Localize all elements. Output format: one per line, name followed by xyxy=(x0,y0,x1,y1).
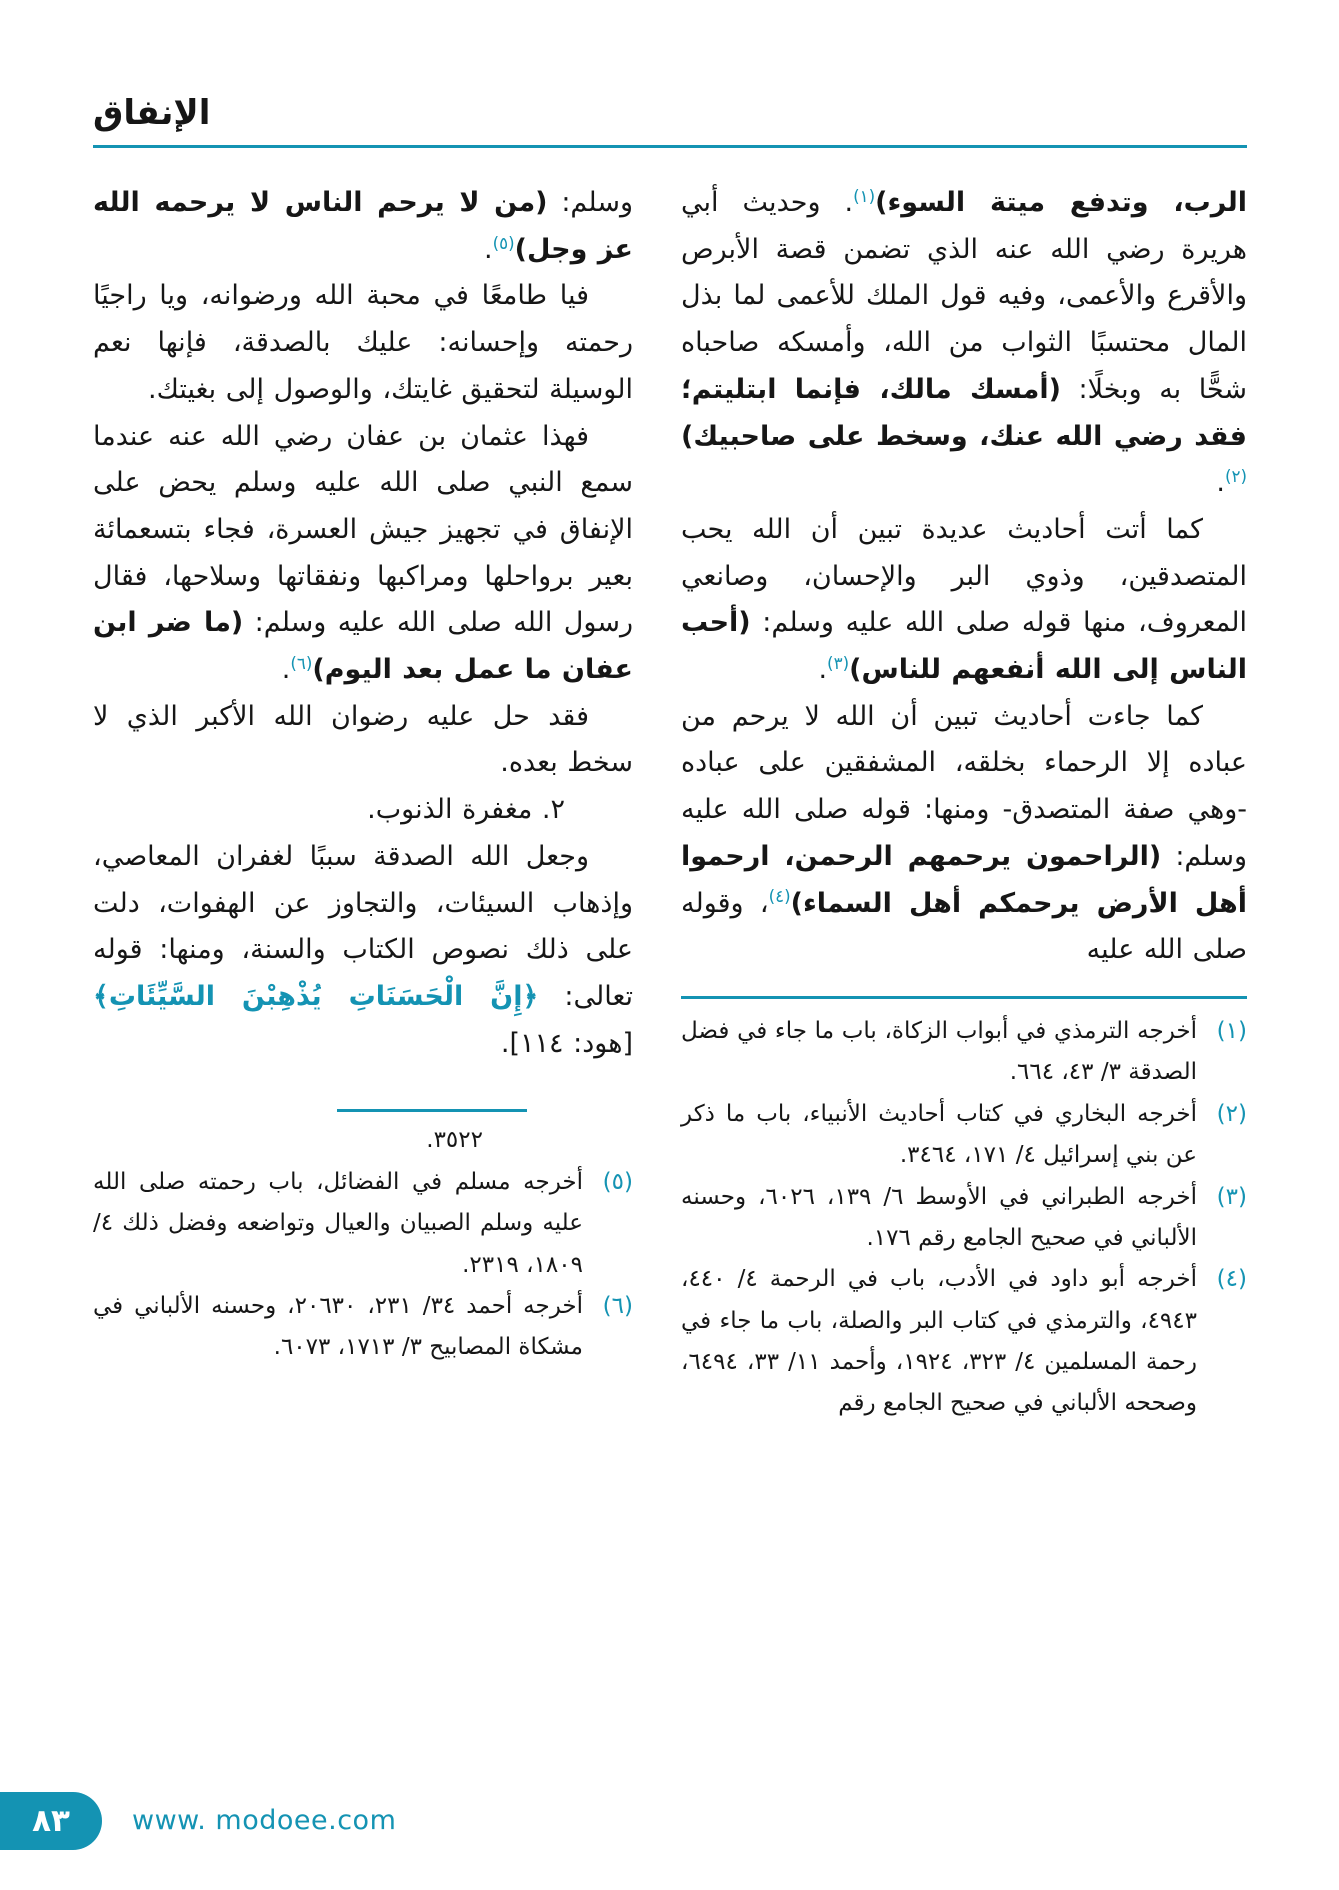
footnote-number: (٢) xyxy=(1216,1100,1247,1127)
footnote-text: أخرجه أحمد ٣٤/ ٢٣١، ٢٠٦٣٠، وحسنه الألباني في مشكاة المصابيح ٣/ ١٧١٣، ٦٠٧٣. xyxy=(93,1292,584,1361)
hadith-quote: (الراحمون يرحمهم الرحمن، ارحموا أهل الأرض يرحمكم أهل السماء) xyxy=(681,840,1247,919)
hadith-quote: (من لا يرحم الناس لا يرحمه الله عز وجل) xyxy=(93,187,633,265)
text-run: فقد حل عليه رضوان الله الأكبر الذي لا سخط بعده. xyxy=(93,700,633,779)
text-run: ٢. مغفرة الذنوب. xyxy=(367,794,565,826)
text-run: ، وقوله صلى الله عليه xyxy=(681,887,1247,966)
text-run: . xyxy=(484,233,493,265)
footnotes-right xyxy=(681,1011,1247,1425)
footnote-text: أخرجه مسلم في الفضائل، باب رحمته صلى الله عليه وسلم الصبيان والعيال وتواضعه وفضل ذلك ٤/ ١٨٠٩، ٢٣١٩. xyxy=(93,1168,583,1278)
footnote-text: أخرجه البخاري في كتاب أحاديث الأنبياء، باب ما ذكر عن بني إسرائيل ٤/ ١٧١، ٣٤٦٤. xyxy=(681,1100,1197,1169)
hadith-quote: (أمسك مالك، فإنما ابتليتم؛ فقد رضي الله عنك، وسخط على صاحبيك) xyxy=(681,373,1247,452)
text-run: . xyxy=(818,654,828,686)
body-paragraph xyxy=(93,414,633,694)
website-text: www. modoee.com xyxy=(132,1805,397,1836)
footnote xyxy=(681,1011,1247,1094)
footnote-text: أخرجه أبو داود في الأدب، باب في الرحمة ٤/ ٤٤٠، ٤٩٤٣، والترمذي في كتاب البر والصلة، باب ما جاء في رحمة المسلمين ٤/ ٣٢٣، ١٩٢٤، وأحمد ١١/ ٣٣، ٦٤٩٤، وصححه الألباني في صحيح الجامع رقم xyxy=(681,1266,1197,1417)
column-left xyxy=(93,180,633,1369)
footnote-ref: (٢) xyxy=(1224,466,1247,487)
footnote-number: (٦) xyxy=(602,1292,633,1319)
text-run: وجعل الله الصدقة سببًا لغفران المعاصي، وإذهاب السيئات، والتجاوز عن الهفوات، دلت على ذلك نصوص الكتاب والسنة، ومنها: قوله تعالى: xyxy=(93,840,633,1012)
footnote xyxy=(681,1094,1247,1177)
footnote-text: أخرجه الطبراني في الأوسط ٦/ ١٣٩، ٦٠٢٦، وحسنه الألباني في صحيح الجامع رقم ١٧٦. xyxy=(681,1183,1197,1251)
text-run: . xyxy=(281,654,291,686)
body-paragraph xyxy=(93,834,633,1068)
text-run: وسلم: xyxy=(547,187,633,218)
footnote-ref: (٦) xyxy=(290,652,313,673)
footnote-number: (٥) xyxy=(602,1168,633,1195)
hadith-quote: (ما ضر ابن عفان ما عمل بعد اليوم) xyxy=(93,607,633,686)
content-columns xyxy=(93,180,1247,1425)
quran-verse: ﴿إِنَّ الْحَسَنَاتِ يُذْهِبْنَ السَّيِّئَاتِ﴾ xyxy=(93,980,539,1012)
text-run: فهذا عثمان بن عفان رضي الله عنه عندما سمع النبي صلى الله عليه وسلم يحض على الإنفاق في تجهيز جيش العسرة، فجاء بتسعمائة بعير برواحلها ومراكبها ونفقاتها وسلاحها، فقال رسول الله صلى الله عليه وسلم: xyxy=(93,420,633,639)
page-number: ٨٣ xyxy=(32,1803,70,1839)
footnote-number: (١) xyxy=(1216,1017,1247,1044)
column-right xyxy=(681,180,1247,1425)
footnote-ref: (٤) xyxy=(768,886,791,907)
footnote xyxy=(93,1286,633,1369)
footnote-ref: (٥) xyxy=(492,232,515,253)
text-run: فيا طامعًا في محبة الله ورضوانه، ويا راجيًا رحمته وإحسانه: عليك بالصدقة، فإنها نعم الوسيلة لتحقيق غايتك، والوصول إلى بغيتك. xyxy=(93,280,633,405)
body-paragraph xyxy=(681,694,1247,974)
section-heading xyxy=(93,787,633,834)
footnote-number: (٣) xyxy=(1216,1183,1247,1210)
footnote-separator-left xyxy=(337,1109,527,1112)
footnote xyxy=(681,1177,1247,1260)
body-paragraph xyxy=(93,180,633,273)
footnote-number: (٤) xyxy=(1216,1266,1247,1293)
footnote xyxy=(681,1259,1247,1425)
body-paragraph xyxy=(681,180,1247,507)
footnote xyxy=(93,1162,633,1286)
page-title: الإنفاق xyxy=(93,93,211,133)
footnote-ref: (٣) xyxy=(827,652,850,673)
text-run: كما أتت أحاديث عديدة تبين أن الله يحب المتصدقين، وذوي البر والإحسان، وصانعي المعروف، منها قوله صلى الله عليه وسلم: xyxy=(681,513,1247,639)
body-paragraph xyxy=(93,273,633,413)
footnotes-left xyxy=(93,1120,633,1368)
page-header xyxy=(93,94,1247,148)
hadith-quote: الرب، وتدفع ميتة السوء) xyxy=(875,187,1247,218)
body-paragraph xyxy=(681,507,1247,694)
hadith-quote: (أحب الناس إلى الله أنفعهم للناس) xyxy=(681,607,1247,686)
body-text-left xyxy=(93,180,633,1067)
text-run: . xyxy=(1216,467,1225,499)
body-text-right xyxy=(681,180,1247,974)
text-run: كما جاءت أحاديث تبين أن الله لا يرحم من عباده إلا الرحماء بخلقه، المشفقين على عباده -وهي صفة المتصدق- ومنها: قوله صلى الله عليه وسلم: xyxy=(681,700,1248,872)
text-run: . وحديث أبي هريرة رضي الله عنه الذي تضمن قصة الأبرص والأقرع والأعمى، وفيه قول الملك للأعمى لما بذل المال محتسبًا الثواب من الله، وأمسكه صاحباه شحًّا به وبخلًا: xyxy=(681,187,1247,405)
footnote-ref: (١) xyxy=(853,185,876,206)
body-paragraph xyxy=(93,694,633,787)
page-number-badge xyxy=(0,1792,102,1850)
footnote-text: أخرجه الترمذي في أبواب الزكاة، باب ما جاء في فضل الصدقة ٣/ ٤٣، ٦٦٤. xyxy=(681,1017,1197,1086)
footnote-text: ٣٥٢٢. xyxy=(426,1127,483,1154)
text-run: [هود: ١١٤]. xyxy=(500,1027,633,1059)
footnote-separator-right xyxy=(681,996,1247,999)
footnote xyxy=(93,1120,633,1161)
